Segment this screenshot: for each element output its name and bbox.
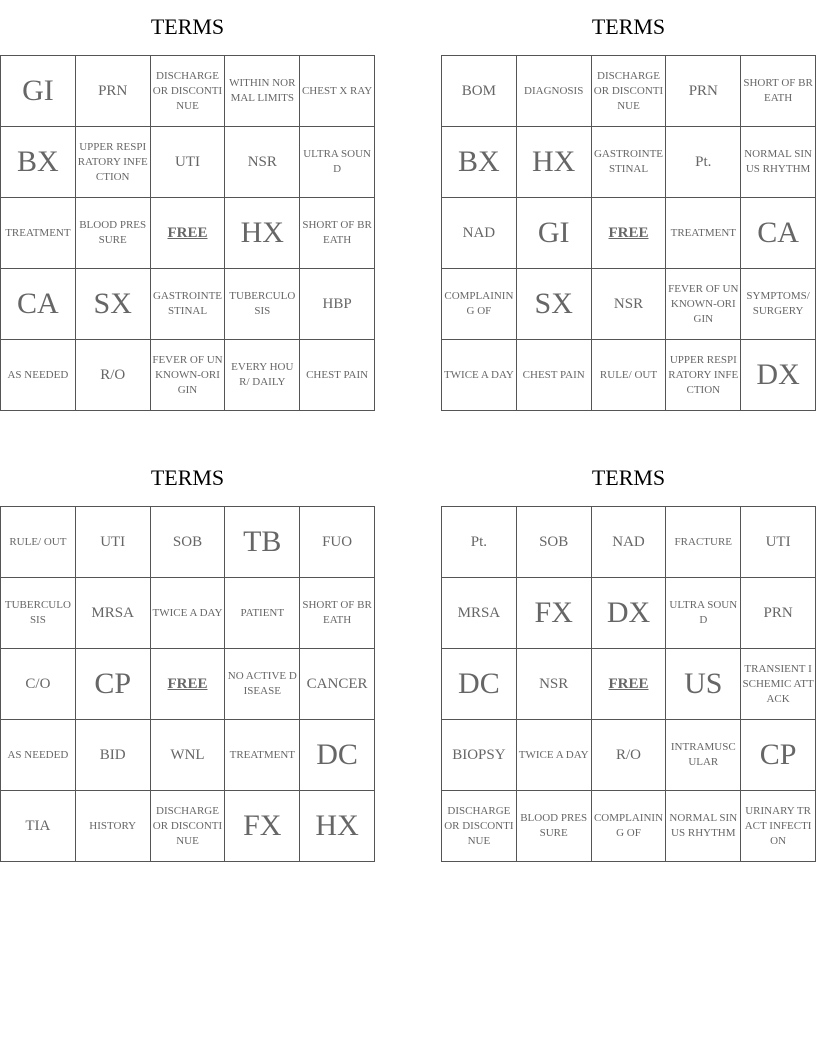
free-space-cell: FREE	[150, 649, 225, 720]
term-cell: DC	[300, 720, 375, 791]
term-cell: NORMAL SINUS RHYTHM	[741, 127, 816, 198]
term-cell: BIOPSY	[442, 720, 517, 791]
term-cell: BLOOD PRESSURE	[75, 198, 150, 269]
term-cell: CANCER	[300, 649, 375, 720]
term-cell: NSR	[225, 127, 300, 198]
term-cell: FEVER OF UNKNOWN-ORIGIN	[666, 269, 741, 340]
bingo-card-4	[441, 451, 816, 847]
term-cell: GI	[516, 198, 591, 269]
term-cell: TB	[225, 507, 300, 578]
term-cell: AS NEEDED	[1, 720, 76, 791]
term-cell: TUBERCULOSIS	[1, 578, 76, 649]
grid-row	[1, 720, 375, 791]
term-cell: C/O	[1, 649, 76, 720]
term-cell: DISCHARGE OR DISCONTINUE	[591, 56, 666, 127]
free-space-cell: FREE	[591, 198, 666, 269]
term-cell: MRSA	[75, 578, 150, 649]
term-cell: ULTRA SOUND	[300, 127, 375, 198]
term-cell: FEVER OF UNKNOWN-ORIGIN	[150, 340, 225, 411]
term-cell: DISCHARGE OR DISCONTINUE	[150, 791, 225, 862]
term-cell: HISTORY	[75, 791, 150, 862]
grid-row	[1, 791, 375, 862]
term-cell: BX	[442, 127, 517, 198]
term-cell: PRN	[741, 578, 816, 649]
term-cell: DC	[442, 649, 517, 720]
term-cell: RULE/ OUT	[591, 340, 666, 411]
term-cell: BID	[75, 720, 150, 791]
bingo-card-2	[441, 0, 816, 396]
term-cell: CA	[741, 198, 816, 269]
grid-row	[1, 649, 375, 720]
grid-row	[442, 578, 816, 649]
card-title: TERMS	[150, 465, 225, 490]
term-cell: R/O	[591, 720, 666, 791]
term-cell: PATIENT	[225, 578, 300, 649]
grid-row	[1, 127, 375, 198]
grid-row	[442, 269, 816, 340]
term-cell: NSR	[591, 269, 666, 340]
term-cell: WNL	[150, 720, 225, 791]
grid-row	[442, 340, 816, 411]
grid-row	[1, 340, 375, 411]
grid-row	[442, 56, 816, 127]
term-cell: TUBERCULOSIS	[225, 269, 300, 340]
term-cell: GASTROINTESTINAL	[591, 127, 666, 198]
term-cell: UTI	[75, 507, 150, 578]
term-cell: BOM	[442, 56, 517, 127]
term-cell: DISCHARGE OR DISCONTINUE	[442, 791, 517, 862]
bingo-card-3	[0, 451, 375, 847]
term-cell: DX	[741, 340, 816, 411]
grid-row	[442, 791, 816, 862]
term-cell: UTI	[741, 507, 816, 578]
term-cell: UTI	[150, 127, 225, 198]
term-cell: TREATMENT	[225, 720, 300, 791]
term-cell: Pt.	[442, 507, 517, 578]
term-cell: DIAGNOSIS	[516, 56, 591, 127]
term-cell: CHEST X RAY	[300, 56, 375, 127]
term-cell: INTRAMUSCULAR	[666, 720, 741, 791]
term-cell: SOB	[150, 507, 225, 578]
term-cell: COMPLAINING OF	[591, 791, 666, 862]
grid-row	[442, 649, 816, 720]
term-cell: UPPER RESPIRATORY INFECTION	[666, 340, 741, 411]
term-cell: TWICE A DAY	[150, 578, 225, 649]
grid-row	[1, 198, 375, 269]
term-cell: NAD	[442, 198, 517, 269]
term-cell: FX	[516, 578, 591, 649]
term-cell: PRN	[666, 56, 741, 127]
term-cell: FRACTURE	[666, 507, 741, 578]
term-cell: HX	[225, 198, 300, 269]
term-cell: CP	[741, 720, 816, 791]
term-cell: COMPLAINING OF	[442, 269, 517, 340]
grid-row	[442, 127, 816, 198]
term-cell: SYMPTOMS/ SURGERY	[741, 269, 816, 340]
free-space-cell: FREE	[591, 649, 666, 720]
term-cell: TWICE A DAY	[516, 720, 591, 791]
card-title: TERMS	[591, 465, 666, 490]
term-cell: SHORT OF BREATH	[300, 198, 375, 269]
term-cell: NORMAL SINUS RHYTHM	[666, 791, 741, 862]
term-cell: BX	[1, 127, 76, 198]
term-cell: URINARY TRACT INFECTION	[741, 791, 816, 862]
term-cell: NSR	[516, 649, 591, 720]
term-cell: GI	[1, 56, 76, 127]
term-cell: UPPER RESPIRATORY INFECTION	[75, 127, 150, 198]
term-cell: SHORT OF BREATH	[741, 56, 816, 127]
grid-row	[442, 198, 816, 269]
free-space-cell: FREE	[150, 198, 225, 269]
card-title: TERMS	[150, 14, 225, 39]
bingo-grid	[441, 506, 816, 862]
term-cell: CHEST PAIN	[516, 340, 591, 411]
term-cell: MRSA	[442, 578, 517, 649]
grid-row	[1, 269, 375, 340]
term-cell: TIA	[1, 791, 76, 862]
term-cell: AS NEEDED	[1, 340, 76, 411]
term-cell: SX	[516, 269, 591, 340]
grid-row	[1, 578, 375, 649]
term-cell: NO ACTIVE DISEASE	[225, 649, 300, 720]
term-cell: SOB	[516, 507, 591, 578]
term-cell: HX	[300, 791, 375, 862]
term-cell: FX	[225, 791, 300, 862]
bingo-grid	[0, 506, 375, 862]
term-cell: SX	[75, 269, 150, 340]
grid-row	[442, 507, 816, 578]
term-cell: BLOOD PRESSURE	[516, 791, 591, 862]
term-cell: TREATMENT	[666, 198, 741, 269]
term-cell: CA	[1, 269, 76, 340]
bingo-grid	[0, 55, 375, 411]
term-cell: TREATMENT	[1, 198, 76, 269]
term-cell: FUO	[300, 507, 375, 578]
bingo-card-1	[0, 0, 375, 396]
term-cell: R/O	[75, 340, 150, 411]
term-cell: GASTROINTESTINAL	[150, 269, 225, 340]
term-cell: TRANSIENT ISCHEMIC ATTACK	[741, 649, 816, 720]
term-cell: US	[666, 649, 741, 720]
term-cell: CHEST PAIN	[300, 340, 375, 411]
term-cell: EVERY HOUR/ DAILY	[225, 340, 300, 411]
term-cell: RULE/ OUT	[1, 507, 76, 578]
card-title: TERMS	[591, 14, 666, 39]
term-cell: SHORT OF BREATH	[300, 578, 375, 649]
term-cell: NAD	[591, 507, 666, 578]
term-cell: DX	[591, 578, 666, 649]
term-cell: CP	[75, 649, 150, 720]
term-cell: DISCHARGE OR DISCONTINUE	[150, 56, 225, 127]
bingo-grid	[441, 55, 816, 411]
term-cell: HX	[516, 127, 591, 198]
grid-row	[1, 507, 375, 578]
term-cell: TWICE A DAY	[442, 340, 517, 411]
term-cell: WITHIN NORMAL LIMITS	[225, 56, 300, 127]
grid-row	[1, 56, 375, 127]
term-cell: ULTRA SOUND	[666, 578, 741, 649]
grid-row	[442, 720, 816, 791]
term-cell: PRN	[75, 56, 150, 127]
term-cell: HBP	[300, 269, 375, 340]
term-cell: Pt.	[666, 127, 741, 198]
